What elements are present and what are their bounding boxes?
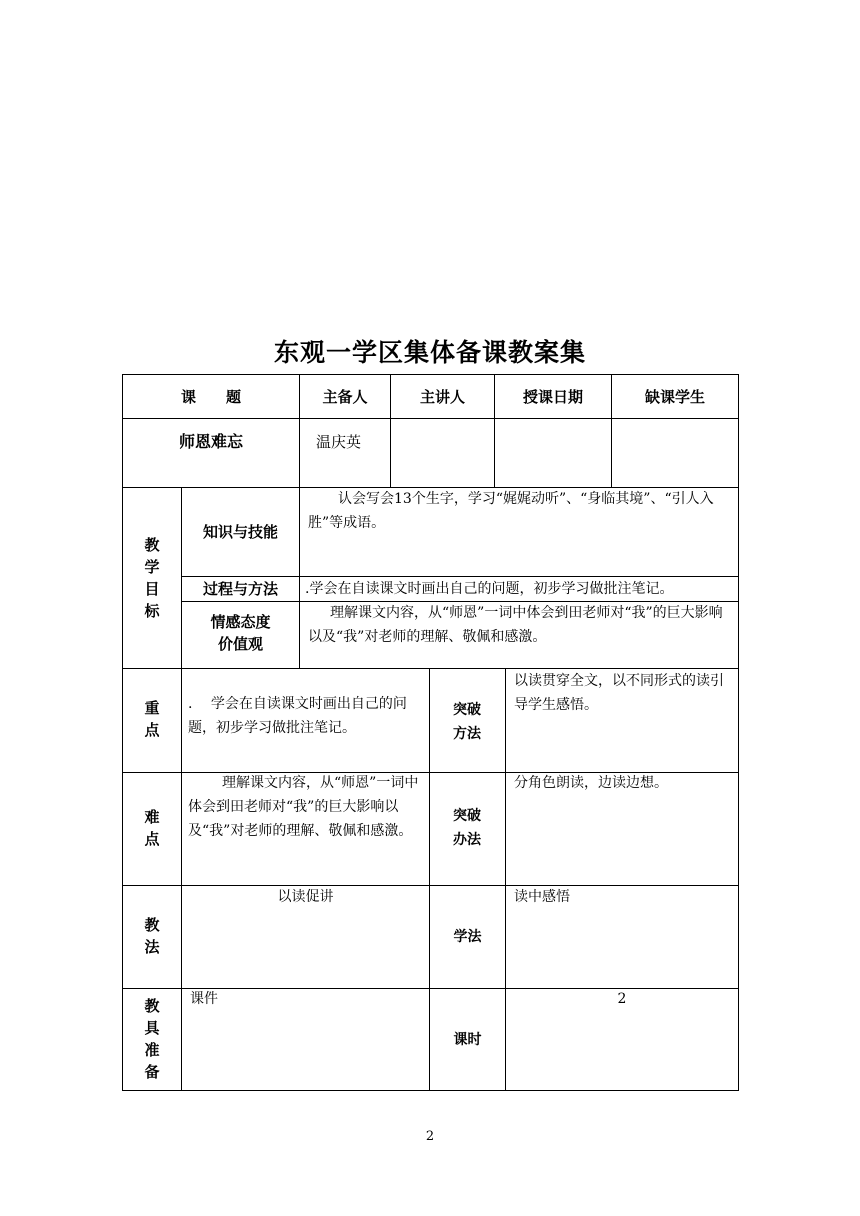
teaching-text: 以读促讲 xyxy=(277,889,334,905)
difficulty-text: 理解课文内容，从“师恩”一词中体会到田老师对“我”的巨大影响以及“我”对老师的理解、敬佩和感激。 xyxy=(188,775,419,839)
header-speaker: 主讲人 xyxy=(419,387,465,406)
learning-label: 学法 xyxy=(453,929,482,945)
key-point-text: . 学会在自读课文时画出自己的问题，初步学习做批注笔记。 xyxy=(188,696,407,736)
emotion-text: 理解课文内容，从“师恩”一词中体会到田老师对“我”的巨大影响以及“我”对老师的理解、敬佩和感激。 xyxy=(308,605,723,645)
emotion-label xyxy=(182,611,299,655)
hours-label: 课时 xyxy=(453,1032,482,1048)
key-point-label: 重点 xyxy=(144,699,160,739)
header-absent: 缺课学生 xyxy=(644,387,705,406)
knowledge-text: 认会写会13个生字，学习“娓娓动听”、“身临其境”、“引人入胜”等成语。 xyxy=(308,491,714,531)
teaching-label: 教法 xyxy=(144,916,160,956)
hours-text: 2 xyxy=(617,991,627,1007)
page-number: 2 xyxy=(425,1129,435,1144)
difficulty-method-label: 突破办法 xyxy=(453,808,481,848)
tools-label: 教具准备 xyxy=(144,997,160,1081)
header-date: 授课日期 xyxy=(522,387,583,406)
learning-text: 读中感悟 xyxy=(514,889,570,905)
goals-label: 教学目标 xyxy=(144,536,160,620)
process-label: 过程与方法 xyxy=(202,580,278,598)
document-title: 东观一学区集体备课教案集 xyxy=(273,338,586,367)
process-text: .学会在自读课文时画出自己的问题，初步学习做批注笔记。 xyxy=(305,581,674,597)
header-main-preparer: 主备人 xyxy=(322,387,368,406)
header-topic: 课 题 xyxy=(180,387,241,406)
lesson-preparer: 温庆英 xyxy=(316,433,362,451)
knowledge-label: 知识与技能 xyxy=(202,523,278,541)
emotion-label-line-2: 价值观 xyxy=(217,635,263,653)
difficulty-label: 难点 xyxy=(144,808,160,848)
difficulty-method-text: 分角色朗读，边读边想。 xyxy=(514,775,668,791)
tools-text: 课件 xyxy=(190,991,218,1007)
emotion-label-line-1: 情感态度 xyxy=(210,613,271,631)
key-point-method-text: 以读贯穿全文，以不同形式的读引导学生感悟。 xyxy=(514,673,724,713)
lesson-name: 师恩难忘 xyxy=(178,432,243,451)
key-point-method-label: 突破方法 xyxy=(453,702,481,742)
